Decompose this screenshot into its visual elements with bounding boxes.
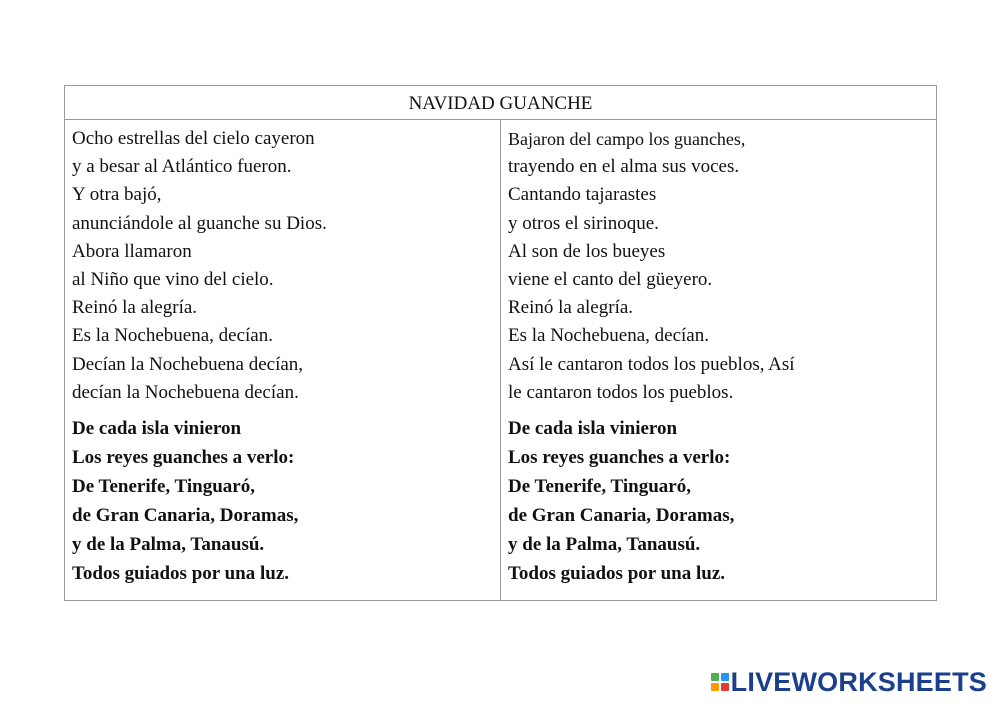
chorus-line: de Gran Canaria, Doramas,: [508, 504, 735, 526]
logo-mark-cell: [721, 673, 729, 681]
liveworksheets-logo: [711, 667, 987, 697]
poem-table: [64, 85, 937, 601]
right-chorus: [508, 415, 936, 588]
logo-mark-cell: [711, 683, 719, 691]
logo-mark-icon: [711, 673, 729, 691]
left-verse: [72, 125, 500, 407]
logo-text: LIVEWORKSHEETS: [730, 666, 987, 697]
right-verse: [508, 125, 936, 407]
chorus-line: De cada isla vinieron: [72, 418, 242, 440]
verse-line: Al son de los bueyes: [508, 240, 666, 262]
chorus-line: Todos guiados por una luz.: [72, 562, 290, 584]
chorus-line: De Tenerife, Tinguaró,: [72, 475, 255, 497]
verse-line: le cantaron todos los pueblos.: [508, 381, 734, 403]
verse-line: trayendo en el alma sus voces.: [508, 156, 740, 178]
verse-line: viene el canto del güeyero.: [508, 269, 713, 291]
verse-line: anunciándole al guanche su Dios.: [72, 212, 327, 234]
chorus-line: Todos guiados por una luz.: [508, 562, 726, 584]
verse-line: Es la Nochebuena, decían.: [508, 325, 709, 347]
chorus-line: de Gran Canaria, Doramas,: [72, 504, 299, 526]
chorus-line: Los reyes guanches a verlo:: [72, 446, 295, 468]
verse-line: Decían la Nochebuena decían,: [72, 353, 304, 375]
chorus-line: De cada isla vinieron: [508, 418, 678, 440]
logo-mark-cell: [721, 683, 729, 691]
verse-line: Así le cantaron todos los pueblos, Así: [508, 353, 795, 375]
verse-line: Ocho estrellas del cielo cayeron: [72, 128, 315, 149]
verse-line: Y otra bajó,: [72, 184, 162, 206]
left-chorus: [72, 415, 500, 588]
chorus-line: De Tenerife, Tinguaró,: [508, 475, 691, 497]
verse-line: Bajaron del campo los guanches,: [508, 129, 746, 149]
chorus-line: Los reyes guanches a verlo:: [508, 446, 731, 468]
right-column: [501, 120, 936, 600]
chorus-line: y de la Palma, Tanausú.: [508, 533, 701, 555]
logo-mark-cell: [711, 673, 719, 681]
left-column: [65, 120, 501, 600]
verse-line: decían la Nochebuena decían.: [72, 381, 299, 403]
verse-line: Es la Nochebuena, decían.: [72, 325, 273, 347]
verse-line: Reinó la alegría.: [72, 297, 198, 319]
verse-line: y a besar al Atlántico fueron.: [72, 156, 292, 178]
verse-line: Cantando tajarastes: [508, 184, 657, 206]
verse-line: y otros el sirinoque.: [508, 212, 659, 234]
chorus-line: y de la Palma, Tanausú.: [72, 533, 265, 555]
verse-line: Reinó la alegría.: [508, 297, 634, 319]
table-title: NAVIDAD GUANCHE: [65, 86, 936, 120]
verse-line: al Niño que vino del cielo.: [72, 269, 274, 291]
verse-line: Abora llamaron: [72, 240, 192, 262]
